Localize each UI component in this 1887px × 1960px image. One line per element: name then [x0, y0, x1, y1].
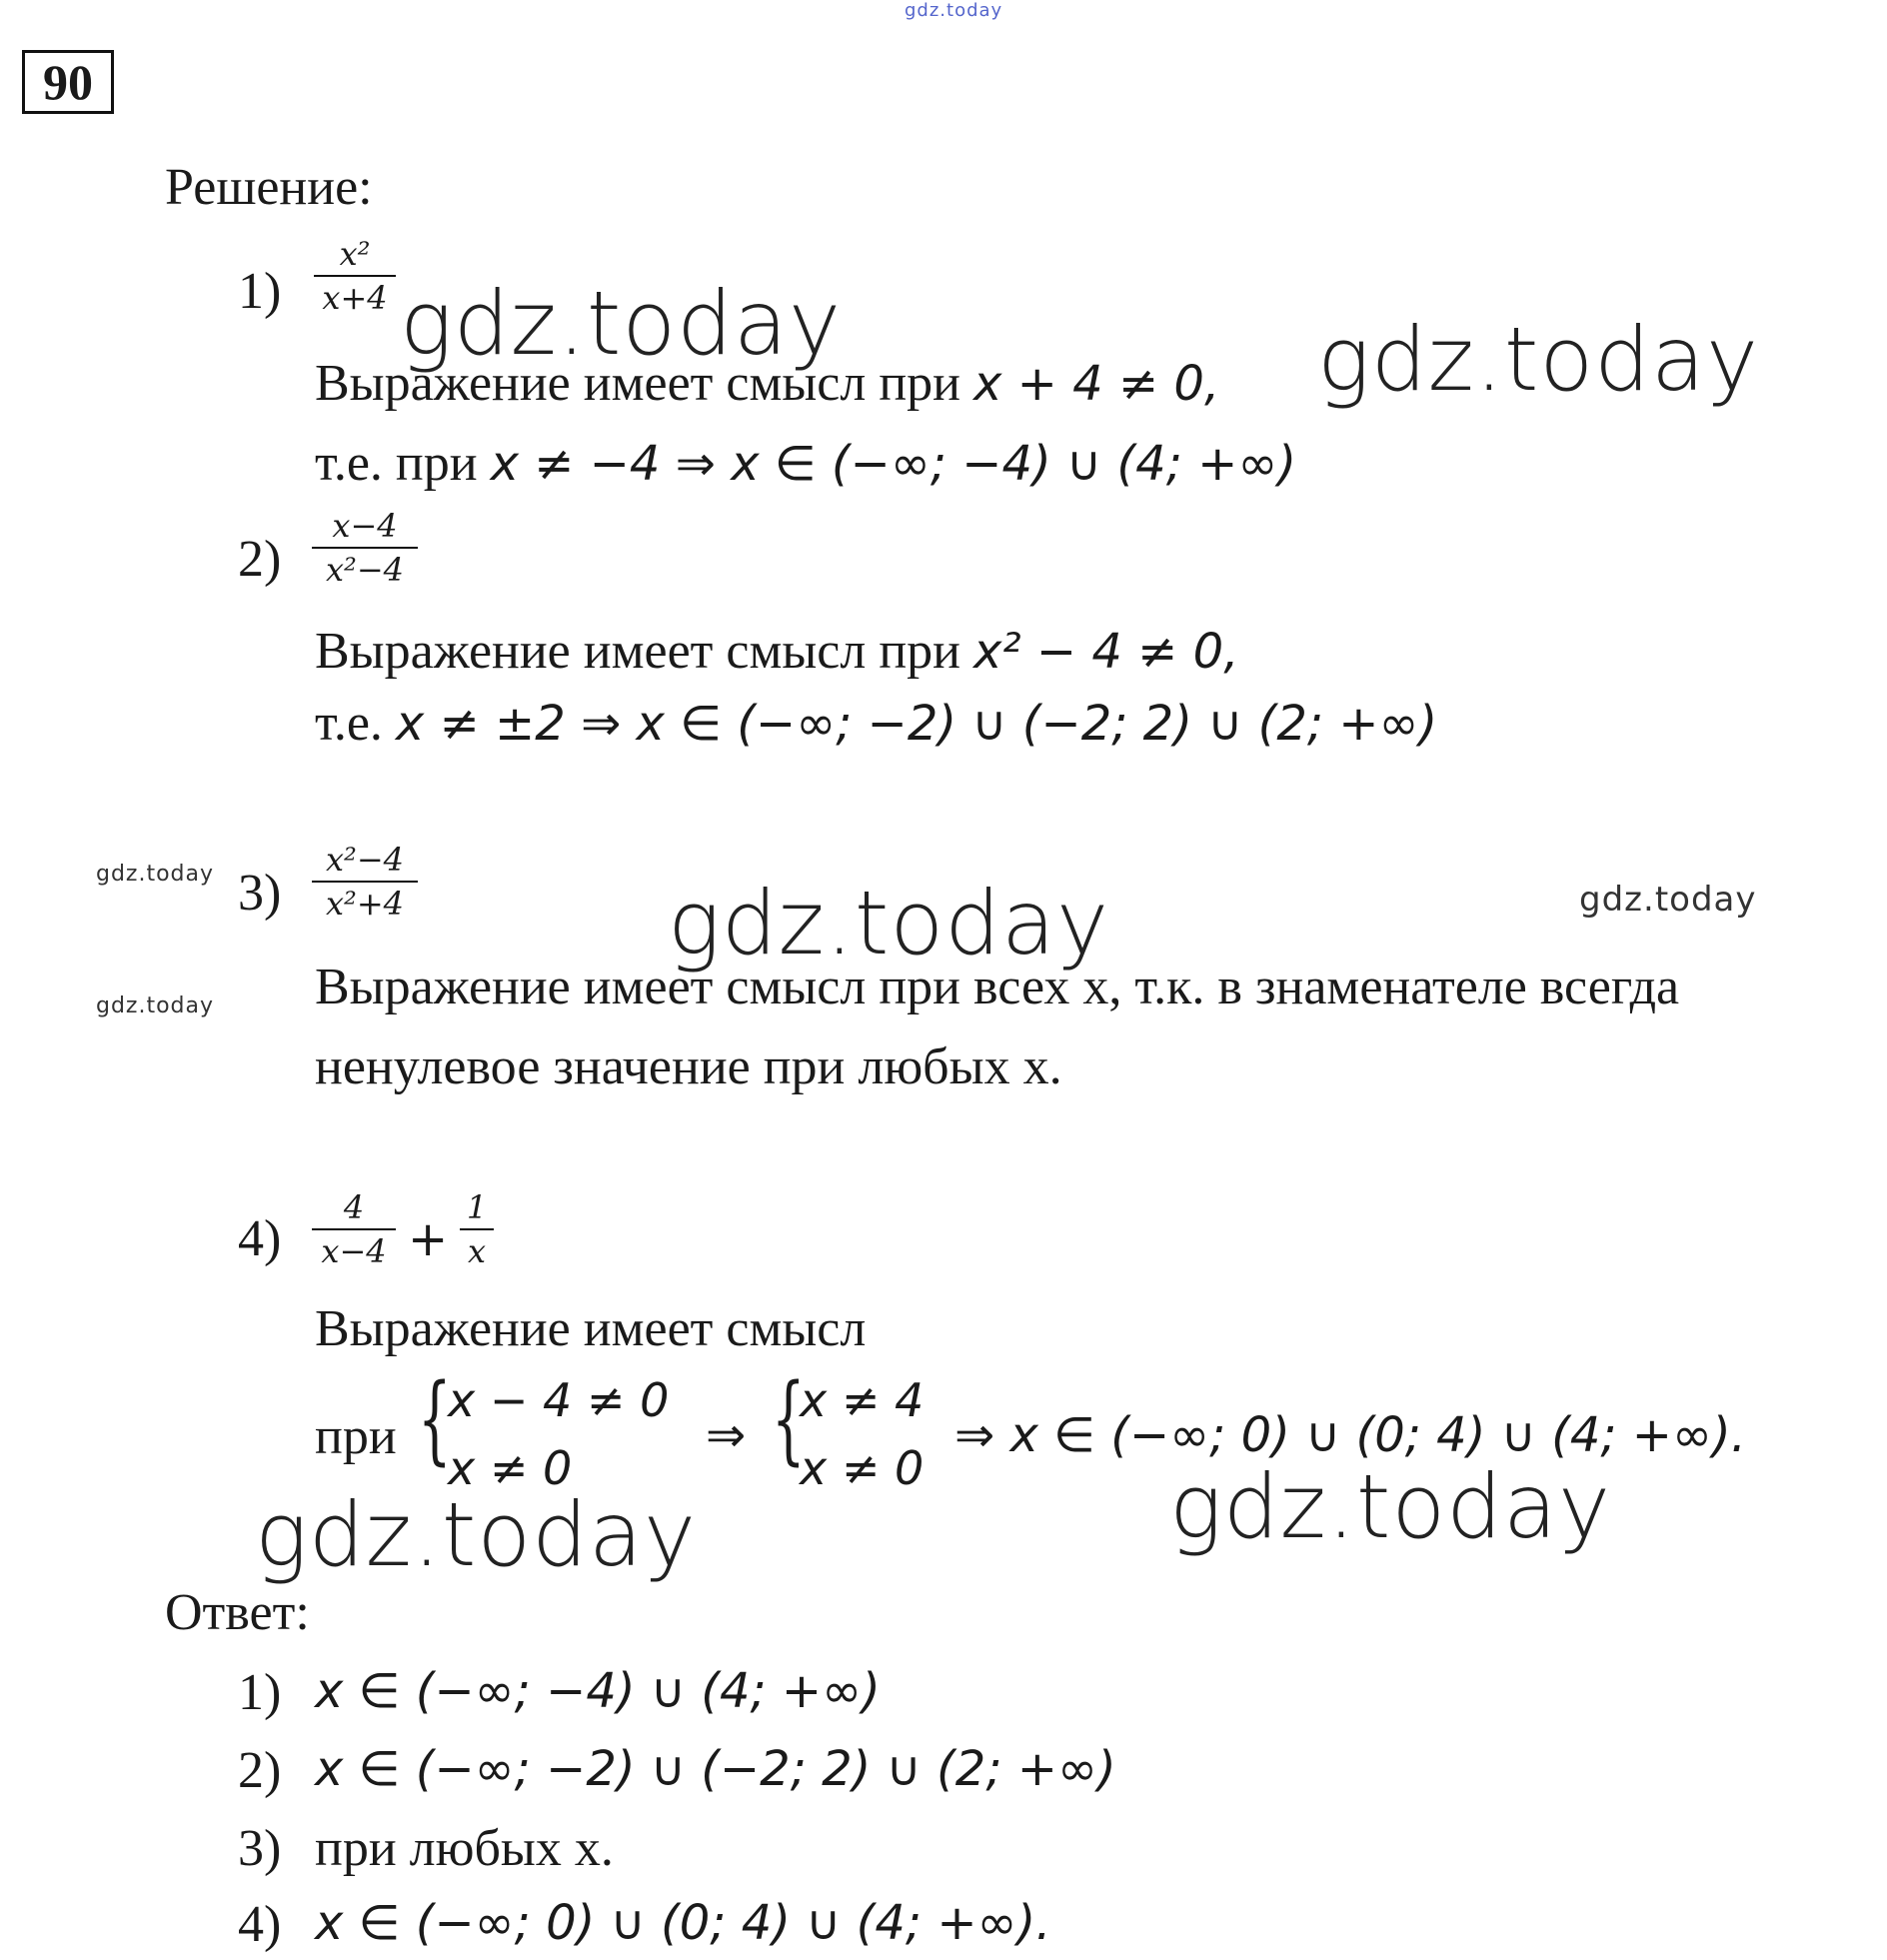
item-3-fraction [312, 841, 418, 923]
answer-3-text: при любых x. [315, 1820, 614, 1877]
fraction-denominator: x+4 [322, 279, 388, 317]
answer-1-label: 1) [238, 1664, 282, 1721]
fraction-numerator: 1 [466, 1188, 488, 1226]
item-4-line-1: Выражение имеет смысл [315, 1300, 867, 1357]
item-1-line-2-math: x ≠ −4 ⇒ x ∈ (−∞; −4) ∪ (4; +∞) [490, 436, 1297, 492]
watermark-medium: gdz.today [1579, 880, 1757, 920]
watermark-big-2: gdz.today [1317, 308, 1760, 411]
fraction-denominator: x²+4 [325, 885, 405, 923]
system-1-line-2: x ≠ 0 [448, 1441, 573, 1495]
item-4-fraction-b [460, 1188, 494, 1270]
item-3-label: 3) [238, 865, 282, 922]
watermark-big-4: gdz.today [255, 1483, 698, 1586]
answer-1-text: x ∈ (−∞; −4) ∪ (4; +∞) [315, 1663, 881, 1719]
answer-2-text: x ∈ (−∞; −2) ∪ (−2; 2) ∪ (2; +∞) [315, 1741, 1116, 1797]
item-3-line-1: Выражение имеет смысл при всех x, т.к. в знаменателе всегда [315, 959, 1680, 1015]
fraction-bar [460, 1228, 494, 1230]
fraction-denominator: x [467, 1232, 487, 1270]
item-1-fraction [314, 235, 396, 317]
fraction-numerator: x² [339, 235, 371, 273]
problem-number: 90 [22, 50, 114, 114]
solution-heading: Решение: [165, 159, 373, 216]
item-2-line-1-math: x² − 4 ≠ 0, [973, 624, 1239, 680]
item-4-fraction-a [312, 1188, 396, 1270]
item-4-plus: + [408, 1211, 449, 1267]
answer-3-label: 3) [238, 1820, 282, 1877]
fraction-bar [314, 275, 396, 277]
item-2-line-1 [315, 622, 1238, 681]
item-3-line-2: ненулевое значение при любых x. [315, 1038, 1062, 1095]
item-1-line-1-math: x + 4 ≠ 0, [973, 356, 1220, 412]
item-2-label: 2) [238, 531, 282, 588]
watermark-big-3: gdz.today [668, 872, 1110, 975]
item-2-line-2-math: x ≠ ±2 ⇒ x ∈ (−∞; −2) ∪ (−2; 2) ∪ (2; +∞) [395, 696, 1438, 752]
fraction-numerator: x²−4 [325, 841, 405, 879]
item-2-fraction [312, 507, 418, 589]
fraction-bar [312, 881, 418, 883]
watermark-small-2: gdz.today [96, 993, 215, 1018]
item-4-line-2-prefix: при [315, 1408, 397, 1465]
fraction-numerator: 4 [343, 1188, 365, 1226]
item-1-label: 1) [238, 263, 282, 320]
fraction-bar [312, 547, 418, 549]
item-1-line-1-text: Выражение имеет смысл при [315, 355, 973, 412]
fraction-bar [312, 1228, 396, 1230]
answer-heading: Ответ: [165, 1584, 310, 1641]
fraction-denominator: x−4 [321, 1232, 387, 1270]
item-1-line-2-text: т.е. при [315, 435, 491, 492]
answer-4-label: 4) [238, 1896, 282, 1953]
watermark-big-5: gdz.today [1169, 1455, 1612, 1558]
watermark-big-1: gdz.today [400, 272, 843, 375]
item-2-line-2-text: т.е. [315, 695, 396, 752]
item-2-line-2 [315, 694, 1437, 753]
system-2-brace: { [772, 1363, 806, 1475]
watermark-small-1: gdz.today [96, 862, 215, 887]
system-1-line-1: x − 4 ≠ 0 [448, 1373, 670, 1427]
system-2-line-2: x ≠ 0 [800, 1441, 925, 1495]
item-4-result: ⇒ x ∈ (−∞; 0) ∪ (0; 4) ∪ (4; +∞). [954, 1407, 1746, 1463]
item-2-line-1-text: Выражение имеет смысл при [315, 623, 973, 680]
system-arrow: ⇒ [706, 1407, 747, 1463]
system-1-brace: { [418, 1363, 452, 1475]
watermark-top: gdz.today [905, 0, 1003, 21]
item-1-line-2 [315, 434, 1296, 493]
fraction-denominator: x²−4 [325, 551, 405, 589]
answer-2-label: 2) [238, 1742, 282, 1799]
item-4-label: 4) [238, 1210, 282, 1267]
fraction-numerator: x−4 [332, 507, 398, 545]
system-2-line-1: x ≠ 4 [800, 1373, 925, 1427]
answer-4-text: x ∈ (−∞; 0) ∪ (0; 4) ∪ (4; +∞). [315, 1895, 1051, 1951]
